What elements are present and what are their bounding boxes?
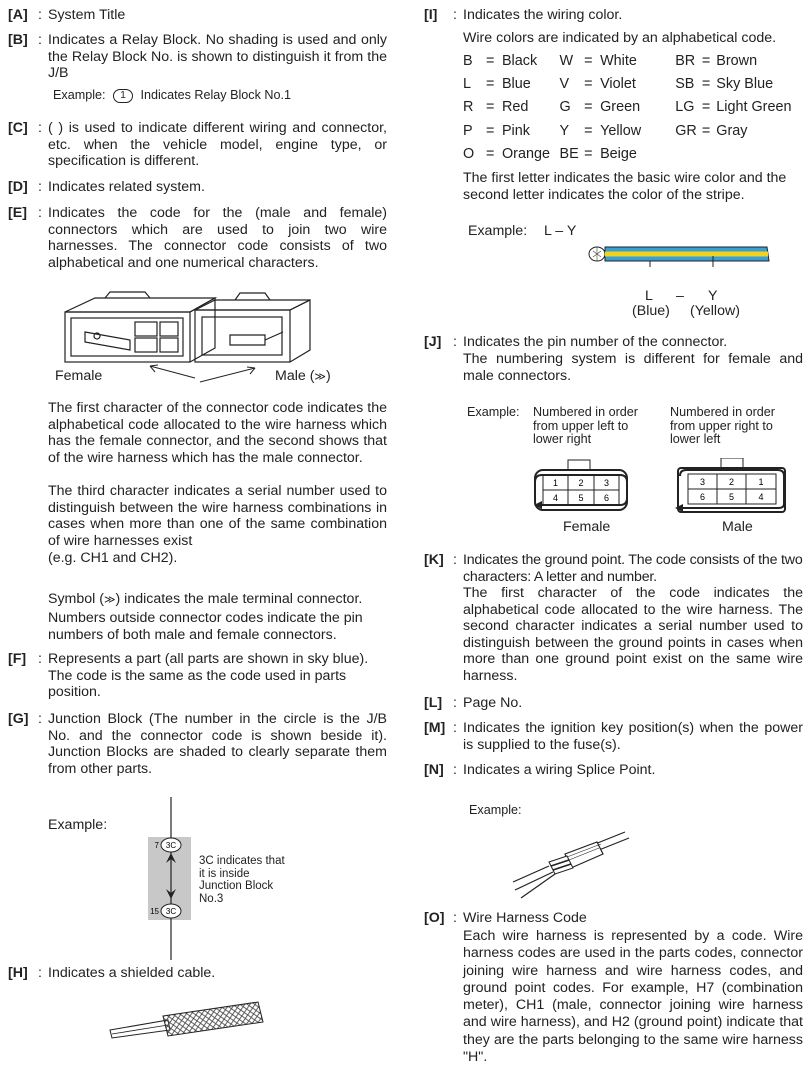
- jb-code-bottom: 3C: [165, 907, 177, 916]
- item-e-text: Indicates the code for the (male and female) connectors which are used to join two wire harnesses. The connector code consists of two alphabetical and one numerical characters.: [48, 205, 387, 271]
- pin-number: 1: [552, 478, 559, 488]
- colon: :: [38, 205, 42, 221]
- equals-sign: =: [485, 53, 495, 69]
- colon: :: [453, 720, 457, 736]
- wire-blue-label: (Blue): [632, 303, 670, 319]
- wire-color-code: SB: [675, 76, 695, 93]
- equals-sign: =: [701, 122, 711, 139]
- equals-sign: =: [485, 76, 495, 93]
- pin-number: 5: [728, 492, 735, 502]
- male-label: [275, 368, 331, 386]
- item-o-text2: Each wire harness is represented by a code. Wire harness codes are used in the parts codes, connector joining wire harness and wire harness codes, and ground point codes. For example, H7 (combination meter), CH1 (male, connector joining wire harness and wire harness), and H2 (ground point) indicate that they are the parts belonging to the same wire harness "H".: [463, 928, 803, 1066]
- item-key-g: [G]: [8, 711, 29, 727]
- jb-pin-bottom: 15: [150, 907, 159, 916]
- item-i-text2: Wire colors are indicated by an alphabetical code.: [463, 30, 777, 46]
- male-terminal-icon: ≫: [103, 594, 116, 606]
- colon: :: [453, 762, 457, 778]
- example-label: Example:: [53, 88, 106, 102]
- wire-color-code: LG: [675, 99, 695, 116]
- male-terminal-icon: ≫: [314, 371, 326, 383]
- item-e-para1: The first character of the connector code indicates the alphabetical code allocated to the wire harness which has the female connector, and the second shows that of the wire harness which has the male connector.: [48, 400, 387, 466]
- item-k-text: Indicates the ground point. The code consists of the two characters: A letter and number.: [463, 552, 803, 585]
- pin-number: 4: [552, 493, 559, 503]
- female-pin-connector: [534, 460, 627, 510]
- item-key-n: [N]: [424, 762, 444, 778]
- wire-color-row: [463, 76, 812, 99]
- equals-sign: =: [584, 122, 593, 139]
- item-n-text: Indicates a wiring Splice Point.: [463, 762, 656, 778]
- wire-color-name: Black: [501, 53, 538, 69]
- colon: :: [38, 32, 42, 48]
- wire-dash: –: [676, 288, 684, 304]
- item-key-c: [C]: [8, 120, 28, 136]
- pin-number: 2: [578, 478, 584, 488]
- item-d-text: Indicates related system.: [48, 179, 205, 195]
- female-numbering-note: Numbered in order from upper left to lower right: [533, 405, 638, 446]
- equals-sign: =: [584, 99, 593, 116]
- item-key-o: [O]: [424, 910, 445, 926]
- equals-sign: =: [485, 99, 495, 116]
- male-label: Male: [722, 519, 753, 535]
- item-key-f: [F]: [8, 651, 27, 667]
- item-k-text2: The first character of the code indicates the alphabetical code allocated to the wire harness. The second character indicates a serial number used to distinguish between the ground points in cases when more than one ground point exist on the same wire harness.: [463, 585, 803, 684]
- pin-number: 2: [728, 477, 735, 487]
- pin-number: 6: [699, 492, 706, 502]
- item-g-text: Junction Block (The number in the circle is the J/B No. and the connector code is shown beside it). Junction Blocks are shaded to clearly separate them from other parts.: [48, 711, 387, 777]
- wire-yellow-label: (Yellow): [690, 303, 740, 319]
- example-text: Indicates Relay Block No.1: [140, 88, 291, 102]
- jb-pin-top: 7: [154, 841, 159, 850]
- relay-block-number-circle: 1: [113, 89, 133, 103]
- wire-color-code: BE: [559, 145, 579, 162]
- equals-sign: =: [485, 145, 495, 162]
- wire-color-name: Blue: [501, 76, 531, 93]
- wire-color-name: Red: [501, 99, 529, 116]
- wire-color-code: W: [559, 53, 574, 69]
- equals-sign: =: [584, 53, 593, 69]
- male-numbering-note: Numbered in order from upper right to lower left: [670, 405, 775, 446]
- item-key-m: [M]: [424, 720, 446, 736]
- example-label: Example:: [48, 817, 108, 833]
- item-b-example: [53, 88, 291, 103]
- wire-color-name: Violet: [600, 76, 636, 93]
- splice-point-illustration: [505, 830, 635, 905]
- item-b-text: Indicates a Relay Block. No shading is used and only the Relay Block No. is shown to distinguish it from the J/B: [48, 32, 387, 82]
- jb-note: [199, 855, 285, 905]
- wire-color-code: P: [463, 122, 473, 139]
- item-key-h: [H]: [8, 965, 28, 981]
- wire-color-code: BR: [675, 53, 696, 69]
- wire-color-row: [463, 146, 812, 169]
- junction-block-diagram: [140, 797, 200, 960]
- wire-color-name: Beige: [600, 145, 637, 162]
- male-label-close: ): [325, 368, 331, 384]
- item-e-symbol: [48, 591, 387, 609]
- pin-number: 3: [699, 477, 706, 487]
- wire-color-name: Brown: [716, 53, 758, 69]
- colon: :: [453, 7, 457, 23]
- colon: :: [38, 7, 42, 23]
- item-key-j: [J]: [424, 334, 442, 350]
- item-key-a: [A]: [8, 7, 28, 23]
- item-a-text: System Title: [48, 7, 126, 23]
- item-l-text: Page No.: [463, 695, 523, 711]
- wire-color-code: B: [463, 53, 473, 69]
- item-h-text: Indicates a shielded cable.: [48, 965, 216, 981]
- jb-note-line: No.3: [199, 892, 224, 905]
- wire-color-name: Orange: [501, 145, 550, 162]
- female-label: Female: [55, 368, 103, 384]
- wire-color-code: L: [463, 76, 472, 93]
- item-j-text2: The numbering system is different for female and male connectors.: [463, 351, 803, 384]
- colon: :: [38, 120, 42, 136]
- wire-stripe: [605, 252, 768, 257]
- symbol-pre: Symbol (: [48, 591, 104, 607]
- male-connector: [195, 293, 310, 362]
- wire-color-code: G: [559, 99, 571, 116]
- colon: :: [38, 179, 42, 195]
- item-key-i: [I]: [424, 7, 438, 23]
- colon: :: [38, 651, 42, 667]
- male-label-text: Male (: [275, 368, 315, 384]
- wire-color-row: [463, 123, 812, 146]
- colon: :: [453, 910, 457, 926]
- item-e-para2b: (e.g. CH1 and CH2).: [48, 550, 178, 566]
- male-pin-connector: [675, 458, 785, 512]
- wire-color-code: GR: [675, 122, 697, 139]
- colon: :: [38, 711, 42, 727]
- symbol-post: ) indicates the male terminal connector.: [115, 591, 363, 607]
- colon: :: [38, 965, 42, 981]
- item-key-b: [B]: [8, 32, 28, 48]
- jb-code-top: 3C: [165, 841, 177, 850]
- item-key-k: [K]: [424, 552, 444, 568]
- equals-sign: =: [701, 53, 711, 69]
- item-e-para2: The third character indicates a serial number used to distinguish between the wire harness combinations in cases when more than one of the same combination of wire harnesses exist: [48, 483, 387, 549]
- example-code: L – Y: [544, 223, 577, 239]
- wire-color-name: Yellow: [600, 122, 642, 139]
- pin-number: 5: [578, 493, 584, 503]
- pin-number: 4: [758, 492, 764, 502]
- wire-color-name: Light Green: [716, 99, 792, 116]
- equals-sign: =: [584, 145, 593, 162]
- jb-note-line: Junction Block: [199, 880, 274, 892]
- item-key-d: [D]: [8, 179, 28, 195]
- colon: :: [453, 334, 457, 350]
- female-label: Female: [563, 519, 611, 535]
- example-label: Example:: [467, 405, 520, 419]
- wire-l-label: L: [645, 288, 653, 304]
- example-label: Example:: [469, 803, 522, 817]
- wire-color-code: V: [559, 76, 570, 93]
- wire-color-name: Pink: [501, 122, 530, 139]
- item-j-text: Indicates the pin number of the connector.: [463, 334, 728, 350]
- pin-number: 3: [603, 478, 610, 488]
- pin-number: 6: [603, 493, 610, 503]
- wire-color-code: Y: [559, 122, 570, 139]
- item-m-text: Indicates the ignition key position(s) when the power is supplied to the fuse(s).: [463, 720, 803, 753]
- wire-illustration: [585, 242, 775, 267]
- wire-y-label: Y: [708, 288, 718, 304]
- item-i-text3: The first letter indicates the basic wire color and the second letter indicates the color of the stripe.: [463, 170, 787, 203]
- female-connector: [65, 292, 215, 362]
- wire-color-code: R: [463, 99, 474, 116]
- wire-color-row: [463, 99, 812, 122]
- item-c-text: ( ) is used to indicate different wiring and connector, etc. when the vehicle model, engine type, or specification is different.: [48, 120, 387, 170]
- colon: :: [453, 552, 457, 568]
- item-e-para3: Numbers outside connector codes indicate the pin numbers of both male and female connectors.: [48, 610, 363, 643]
- jb-note-line: 3C indicates that: [199, 855, 285, 867]
- shielded-cable-illustration: [108, 1000, 268, 1045]
- example-label: Example:: [468, 223, 528, 239]
- wire-color-table: [463, 53, 812, 169]
- wire-color-row: [463, 53, 812, 76]
- wire-color-name: Green: [600, 99, 641, 116]
- item-o-text: Wire Harness Code: [463, 910, 587, 926]
- item-f-text: Represents a part (all parts are shown in sky blue). The code is the same as the code used in parts position.: [48, 651, 369, 701]
- item-key-e: [E]: [8, 205, 27, 221]
- item-key-l: [L]: [424, 695, 443, 711]
- wire-color-name: White: [600, 53, 637, 69]
- wire-color-name: Sky Blue: [716, 76, 774, 93]
- equals-sign: =: [701, 76, 711, 93]
- item-i-text: Indicates the wiring color.: [463, 7, 623, 23]
- wire-color-name: Gray: [716, 122, 748, 139]
- colon: :: [453, 695, 457, 711]
- pin-number-diagram: [530, 458, 800, 516]
- wire-color-code: O: [463, 145, 475, 162]
- equals-sign: =: [584, 76, 593, 93]
- jb-note-line: it is inside: [199, 867, 250, 880]
- equals-sign: =: [485, 122, 495, 139]
- equals-sign: =: [701, 99, 711, 116]
- pin-number: 1: [758, 477, 764, 487]
